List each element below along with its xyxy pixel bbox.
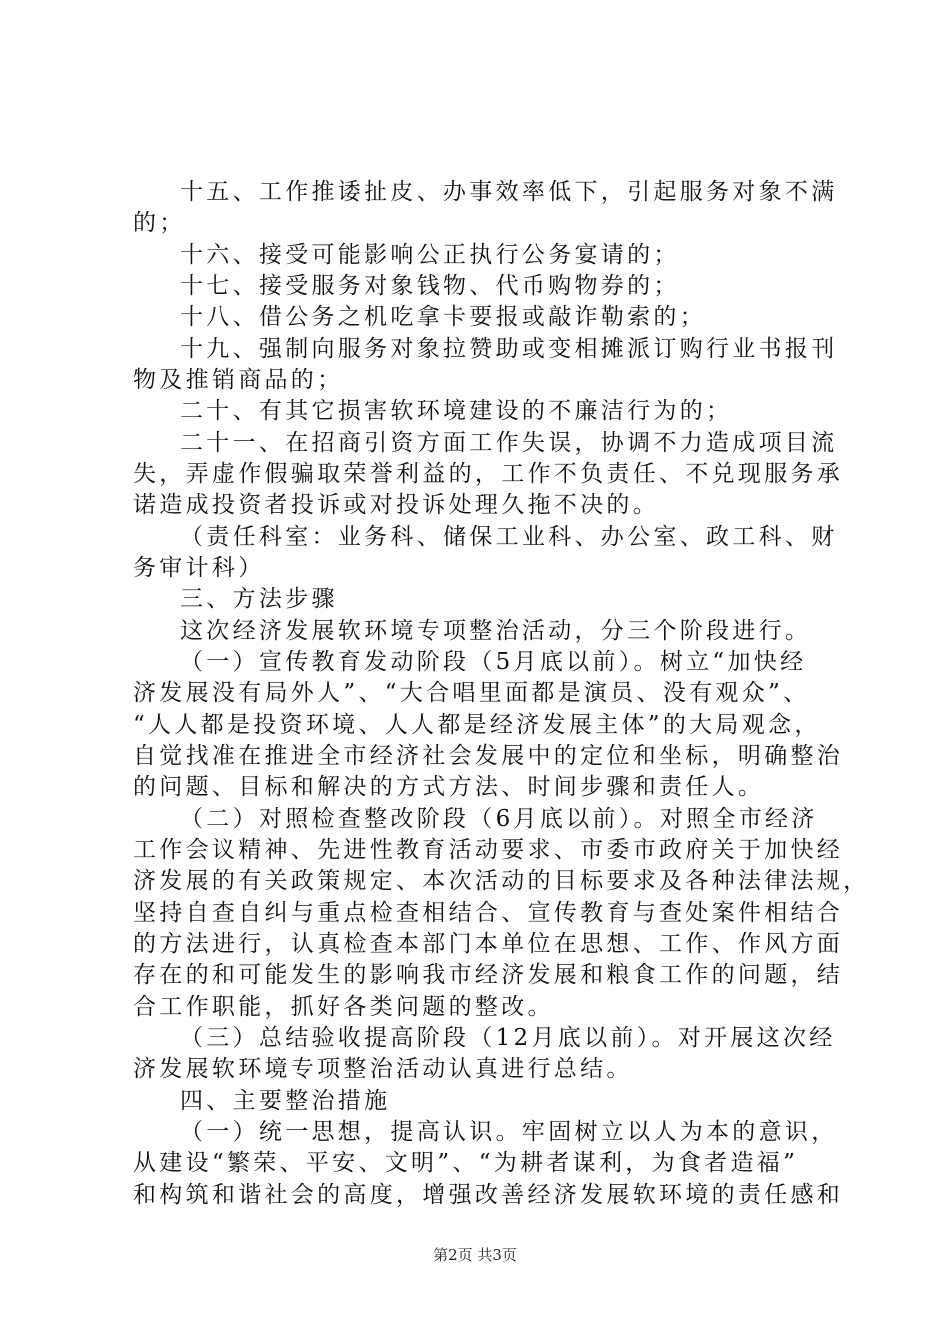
text-line: 济发展没有局外人”、“大合唱里面都是演员、没有观众”、 — [133, 680, 810, 706]
text-line: 合工作职能，抓好各类问题的整改。 — [133, 994, 554, 1020]
text-line: 十五、工作推诿扯皮、办事效率低下，引起服务对象不满 — [180, 179, 838, 205]
text-line: 工作会议精神、先进性教育活动要求、市委市政府关于加快经 — [133, 837, 844, 863]
text-line: 济发展的有关政策规定、本次活动的目标要求及各种法律法规， — [133, 868, 870, 894]
text-line: （责任科室：业务科、储保工业科、办公室、政工科、财 — [180, 524, 838, 550]
section-heading: 三、方法步骤 — [180, 586, 338, 612]
text-line: 的问题、目标和解决的方式方法、时间步骤和责任人。 — [133, 774, 765, 800]
text-line: （一）统一思想，提高认识。牢固树立以人为本的意识， — [180, 1119, 838, 1145]
text-line: 十六、接受可能影响公正执行公务宴请的； — [180, 242, 680, 268]
page-number-footer: 第2页 共3页 — [433, 1246, 517, 1264]
text-line: 十九、强制向服务对象拉赞助或变相摊派订购行业书报刊 — [180, 336, 838, 362]
text-line: 和构筑和谐社会的高度，增强改善经济发展软环境的责任感和 — [133, 1182, 844, 1208]
text-line: 坚持自查自纠与重点检查相结合、宣传教育与查处案件相结合 — [133, 900, 844, 926]
text-line: （三）总结验收提高阶段（12月底以前）。对开展这次经 — [180, 1025, 836, 1051]
text-line: 的； — [133, 210, 186, 236]
text-line: 物及推销商品的； — [133, 367, 344, 393]
text-line: 诺造成投资者投诉或对投诉处理久拖不决的。 — [133, 492, 659, 518]
text-line: 存在的和可能发生的影响我市经济发展和粮食工作的问题，结 — [133, 962, 844, 988]
text-line: （一）宣传教育发动阶段（5月底以前）。树立“加快经 — [180, 649, 807, 675]
text-line: 的方法进行，认真检查本部门本单位在思想、工作、作风方面 — [133, 931, 844, 957]
text-line: 二十一、在招商引资方面工作失误，协调不力造成项目流 — [180, 430, 838, 456]
text-line: 失，弄虚作假骗取荣誉利益的，工作不负责任、不兑现服务承 — [133, 461, 844, 487]
text-line: 二十、有其它损害软环境建设的不廉洁行为的； — [180, 398, 733, 424]
text-line: 十七、接受服务对象钱物、代币购物券的； — [180, 273, 680, 299]
text-line: 济发展软环境专项整治活动认真进行总结。 — [133, 1056, 633, 1082]
text-line: 十八、借公务之机吃拿卡要报或敲诈勒索的； — [180, 304, 706, 330]
text-line: 自觉找准在推进全市经济社会发展中的定位和坐标，明确整治 — [133, 743, 844, 769]
text-line: 从建设“繁荣、平安、文明”、“为耕者谋利，为食者造福” — [133, 1150, 799, 1176]
text-line: （二）对照检查整改阶段（6月底以前）。对照全市经济 — [180, 806, 818, 832]
text-line: 这次经济发展软环境专项整治活动，分三个阶段进行。 — [180, 618, 812, 644]
text-line: “人人都是投资环境、人人都是经济发展主体”的大局观念， — [133, 712, 821, 738]
section-heading: 四、主要整治措施 — [180, 1088, 391, 1114]
text-line: 务审计科） — [133, 555, 265, 581]
